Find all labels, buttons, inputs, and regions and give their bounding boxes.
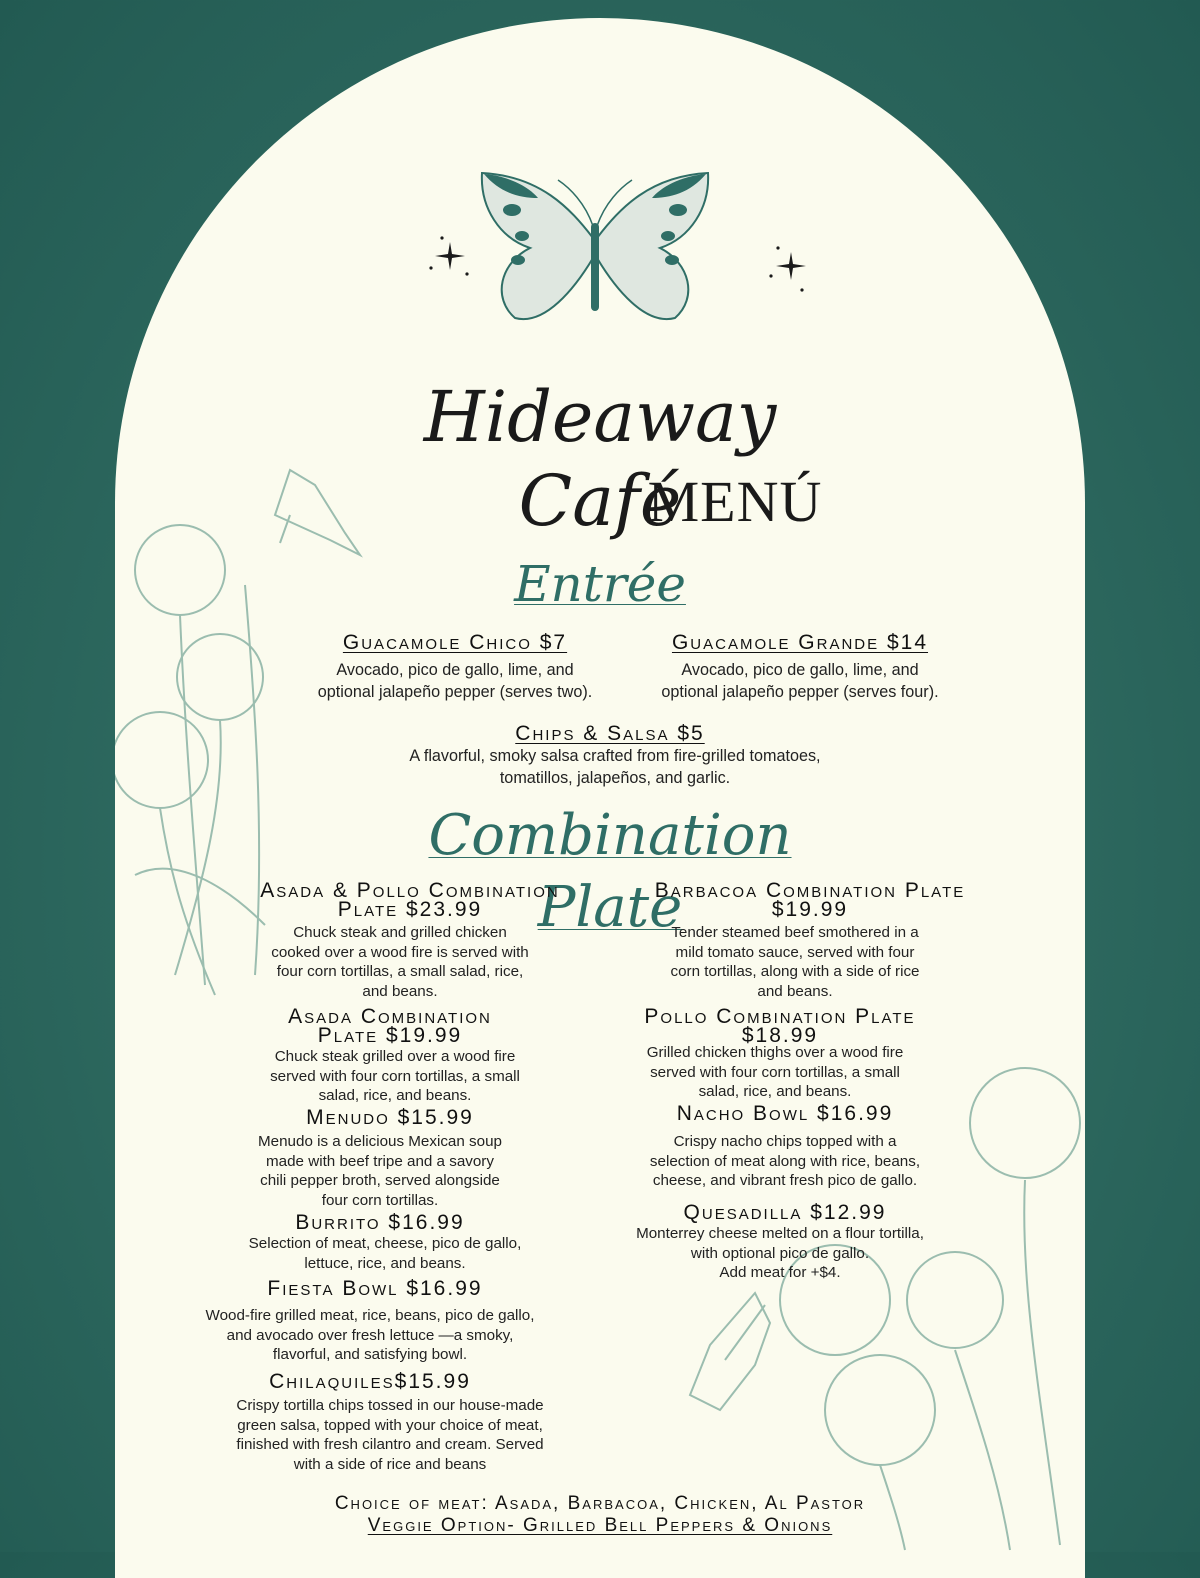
item-description: Chuck steak and grilled chicken cooked over a wood fire is served with four corn tortillas, a small salad, rice, and beans. [271,924,529,1000]
item-name: Chips & Salsa $5 [515,722,705,745]
veggie-option-note: Veggie Option- Grilled Bell Peppers & Onions [367,1515,833,1536]
item-description: Selection of meat, cheese, pico de gallo, lettuce, rice, and beans. [248,1235,522,1272]
item-name: Nacho Bowl $16.99 [676,1102,894,1125]
item-name: Barbacoa Combination Plate $19.99 [654,879,966,921]
item-name: Burrito $16.99 [295,1211,465,1234]
meat-choice-note: Choice of meat: Asada, Barbacoa, Chicken, Al Pastor [334,1493,866,1514]
entree-heading: Entrée [514,555,686,613]
item-description: Monterrey cheese melted on a flour tortilla, with optional pico de gallo. Add meat for +$4. [636,1225,924,1281]
item-description: Crispy nacho chips topped with a selection of meat along with rice, beans, cheese, and vibrant fresh pico de gallo. [649,1133,921,1189]
item-name: Guacamole Grande $14 [671,631,929,654]
item-name: Fiesta Bowl $16.99 [267,1277,483,1300]
butterfly-icon [470,168,720,333]
item-description: Wood-fire grilled meat, rice, beans, pico de gallo, and avocado over fresh lettuce —a smoky, flavorful, and satisfying bowl. [205,1307,535,1363]
combination-heading: Combination Plate [428,803,792,940]
item-name: Asada Combination Plate $19.99 [288,1005,492,1047]
item-name: Menudo $15.99 [306,1106,474,1129]
item-name: Guacamole Chico $7 [342,631,568,654]
menu-subtitle: MENÚ [647,469,823,534]
sparkle-icon [766,240,816,295]
item-description: Grilled chicken thighs over a wood fire served with four corn tortillas, a small salad, rice, and beans. [646,1044,904,1100]
item-description: Tender steamed beef smothered in a mild tomato sauce, served with four corn tortillas, along with a side of rice and beans. [670,924,920,1000]
item-description: Chuck steak grilled over a wood fire served with four corn tortillas, a small salad, rice, and beans. [270,1048,520,1104]
item-name: Chilaquiles$15.99 [269,1370,471,1393]
sparkle-icon [425,232,475,277]
item-description: Avocado, pico de gallo, lime, and optional jalapeño pepper (serves four). [661,661,939,701]
item-name: Pollo Combination Plate $18.99 [644,1005,916,1047]
item-description: Menudo is a delicious Mexican soup made with beef tripe and a savory chili pepper broth, served alongside four corn tortillas. [258,1133,502,1209]
item-name: Quesadilla $12.99 [683,1201,887,1224]
item-description: A flavorful, smoky salsa crafted from fire-grilled tomatoes, tomatillos, jalapeños, and garlic. [409,747,821,787]
item-description: Avocado, pico de gallo, lime, and optional jalapeño pepper (serves two). [317,661,593,701]
item-name: Asada & Pollo Combination Plate $23.99 [260,879,560,921]
item-description: Crispy tortilla chips tossed in our house-made green salsa, topped with your choice of meat, finished with fresh cilantro and cream. Served with a side of rice and beans [236,1397,544,1473]
cafe-title: Hideaway Café [423,376,777,542]
